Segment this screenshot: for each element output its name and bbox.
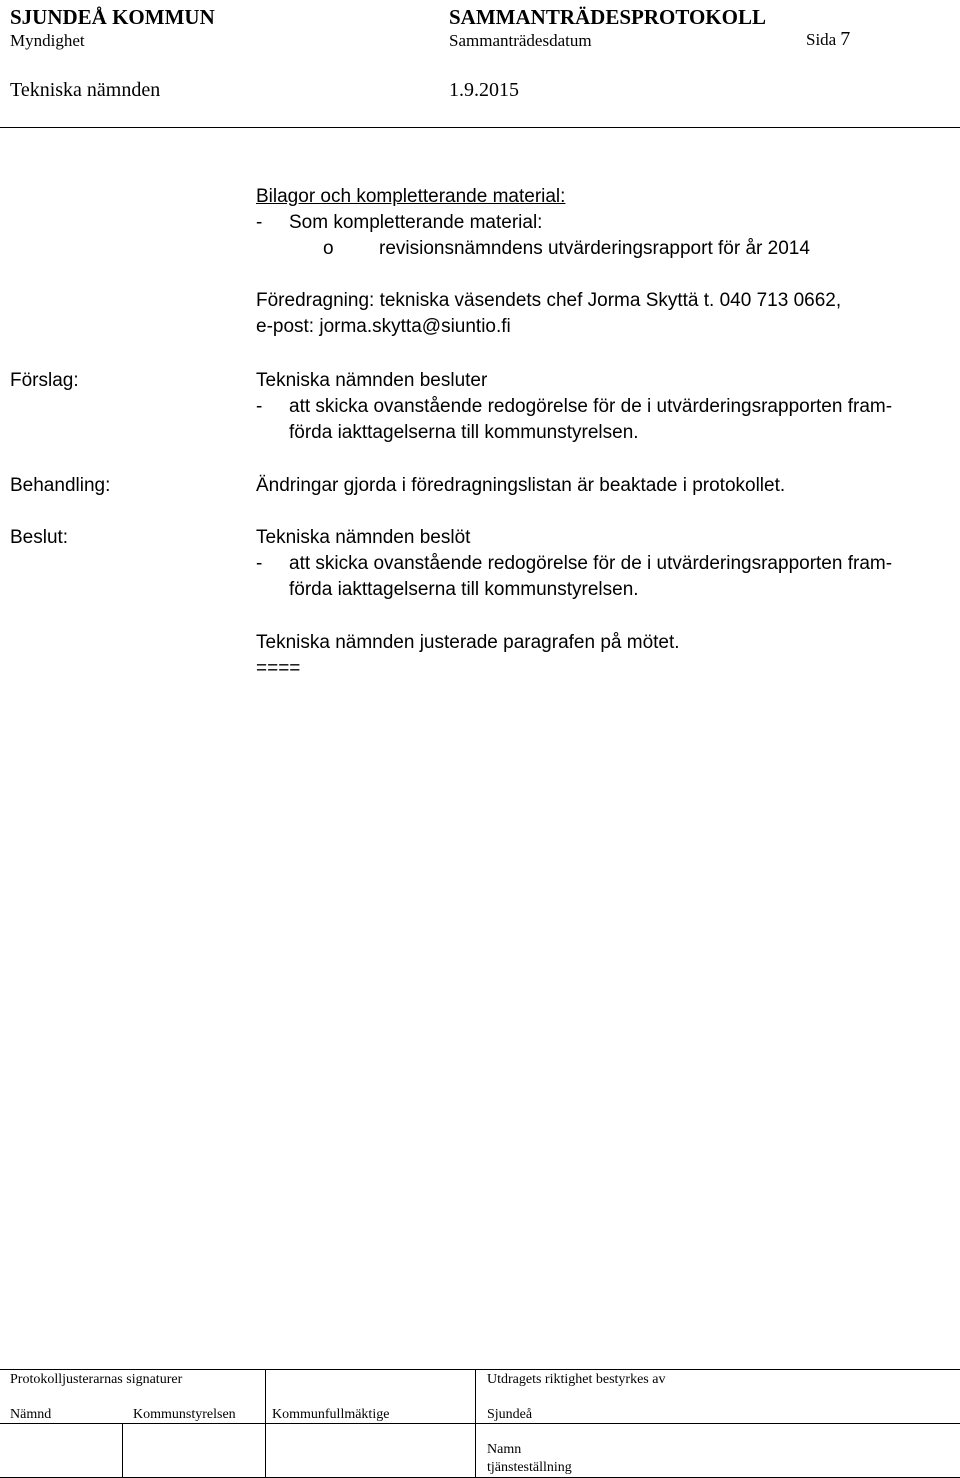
- authority-label: Myndighet: [10, 31, 85, 50]
- certified-label: Utdragets riktighet bestyrkes av: [487, 1372, 666, 1387]
- footer-name-label: Namn: [487, 1442, 522, 1457]
- authority-name: Tekniska nämnden: [10, 79, 161, 101]
- proposal-heading: Tekniska nämnden besluter: [256, 370, 488, 391]
- presentation-line-1: Föredragning: tekniska väsendets chef Jorma Skyttä t. 040 713 0662,: [256, 290, 842, 311]
- attachments-sub-marker: o: [323, 238, 334, 259]
- proposal-line-1: att skicka ovanstående redogörelse för de i utvärderingsrapporten fram-: [289, 396, 893, 417]
- meeting-date: 1.9.2015: [449, 79, 519, 101]
- proposal-label: Förslag:: [10, 370, 79, 391]
- header-divider: [0, 127, 960, 128]
- decision-label: Beslut:: [10, 527, 69, 548]
- attachments-sub-item: revisionsnämndens utvärderingsrapport för år 2014: [379, 238, 810, 259]
- footer-col-divider-1: [122, 1423, 123, 1477]
- decision-heading: Tekniska nämnden beslöt: [256, 527, 471, 548]
- footer-position-label: tjänsteställning: [487, 1460, 572, 1475]
- proposal-dash: -: [256, 396, 263, 417]
- decision-line-1: att skicka ovanstående redogörelse för de i utvärderingsrapporten fram-: [289, 553, 893, 574]
- footer-col-kf: Kommunfullmäktige: [272, 1407, 390, 1422]
- treatment-label: Behandling:: [10, 475, 111, 496]
- footer-top-rule: [0, 1369, 960, 1370]
- proposal-line-2: förda iakttagelserna till kommunstyrelsen.: [289, 422, 639, 443]
- decision-line-2: förda iakttagelserna till kommunstyrelsen.: [289, 579, 639, 600]
- page-number: 7: [840, 28, 851, 50]
- footer-mid-rule: [0, 1423, 960, 1424]
- org-name: SJUNDEÅ KOMMUN: [10, 5, 215, 29]
- page-indicator: [806, 28, 850, 51]
- footer-col-namnd: Nämnd: [10, 1407, 52, 1422]
- footer-col-divider-3: [475, 1369, 476, 1477]
- decision-adjusted: Tekniska nämnden justerade paragrafen på mötet.: [256, 632, 680, 653]
- footer-col-ks: Kommunstyrelsen: [133, 1407, 236, 1422]
- date-label: Sammanträdesdatum: [449, 31, 592, 50]
- footer-col-divider-2: [265, 1369, 266, 1477]
- end-mark: ====: [256, 658, 301, 679]
- page-label: Sida: [806, 30, 837, 49]
- decision-dash: -: [256, 553, 263, 574]
- treatment-text: Ändringar gjorda i föredragningslistan är beaktade i protokollet.: [256, 475, 786, 496]
- attachments-title: Bilagor och kompletterande material:: [256, 186, 566, 207]
- attachments-dash: -: [256, 212, 263, 233]
- signatures-label: Protokolljusterarnas signaturer: [10, 1372, 183, 1387]
- attachments-item: Som kompletterande material:: [289, 212, 543, 233]
- footer-place: Sjundeå: [487, 1407, 533, 1422]
- document-type: SAMMANTRÄDESPROTOKOLL: [449, 5, 766, 29]
- presentation-line-2: e-post: jorma.skytta@siuntio.fi: [256, 316, 511, 337]
